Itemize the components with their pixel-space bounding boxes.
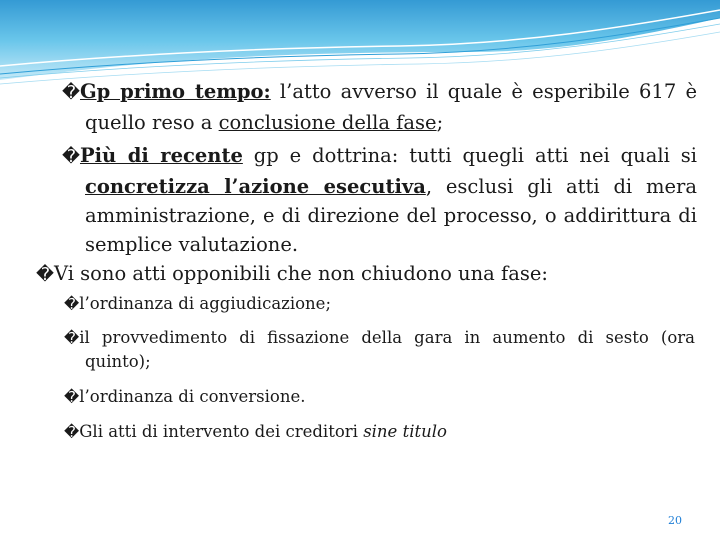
paragraph-atti-opponibili	[36, 259, 676, 290]
list-item-text: il provvedimento di fissazione della gara in aumento di sesto (ora quinto);	[79, 328, 695, 371]
bullet-icon: �	[64, 329, 80, 347]
page-number: 20	[668, 514, 682, 527]
bullet-icon: �	[36, 265, 54, 285]
paragraph-text: , esclusi gli atti di mera amministrazione, e di direzione del processo, o addirittura di semplice valutazione.	[85, 175, 697, 256]
list-item-text: l’ordinanza di conversione.	[79, 387, 306, 406]
paragraph-primo-tempo	[62, 77, 697, 137]
list-item-text: l’ordinanza di aggiudicazione;	[79, 294, 332, 313]
lead-term: Gp primo tempo:	[79, 80, 271, 103]
italic-term: sine titulo	[363, 422, 447, 441]
paragraph-text: Vi sono atti opponibili che non chiudono una fase:	[53, 262, 548, 285]
bullet-icon: �	[64, 388, 80, 406]
bullet-icon: �	[64, 295, 80, 313]
bullet-icon: �	[62, 147, 80, 167]
paragraph-piu-di-recente	[62, 141, 697, 259]
list-item	[64, 420, 674, 444]
list-item-text: Gli atti di intervento dei creditori	[79, 422, 364, 441]
list-item	[64, 385, 674, 409]
list-item	[64, 292, 674, 316]
underlined-term: conclusione della fase	[218, 111, 437, 134]
paragraph-text: ;	[436, 111, 444, 134]
emphasized-term: concretizza l’azione esecutiva	[85, 175, 426, 198]
paragraph-text: l’atto avverso il quale è esperibile 617 è quello reso a	[85, 80, 697, 134]
lead-term: Più di recente	[79, 144, 243, 167]
bullet-icon: �	[62, 83, 80, 103]
bullet-icon: �	[64, 423, 80, 441]
paragraph-text: gp e dottrina: tutti quegli atti nei quali si	[242, 144, 697, 167]
list-item	[64, 326, 695, 374]
